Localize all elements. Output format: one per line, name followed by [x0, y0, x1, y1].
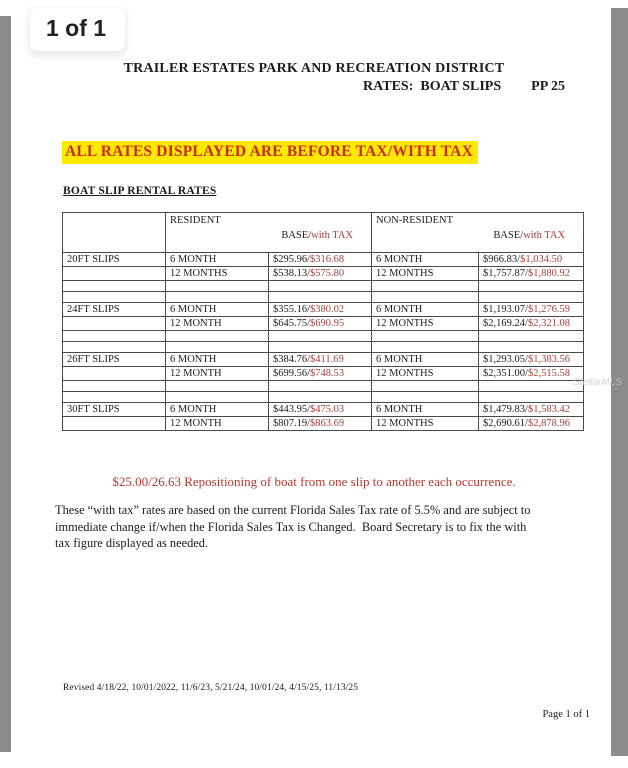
tax-notice-banner: ALL RATES DISPLAYED ARE BEFORE TAX/WITH TAX — [62, 141, 478, 164]
slip-label: 24FT SLIPS — [63, 303, 166, 317]
spacer-row — [63, 331, 584, 342]
spacer-row — [63, 281, 584, 292]
table-row: 12 MONTH $807.19/$863.69 12 MONTHS $2,690.61/$2,878.96 — [63, 417, 584, 431]
table-row: 12 MONTHS $538.13/$575.80 12 MONTHS $1,757.87/$1,880.92 — [63, 267, 584, 281]
header-empty-cell — [63, 213, 166, 253]
page-count-badge: 1 of 1 — [30, 8, 125, 51]
resident-base-withtax-label: BASE/with TAX — [281, 230, 354, 241]
paragraph-line: immediate change if/when the Florida Sales Tax is Changed. Board Secretary is to fix the with — [55, 519, 527, 534]
table-header-row — [63, 213, 584, 253]
table-row: 26FT SLIPS 6 MONTH $384.76/$411.69 6 MONTH $1,293.05/$1,383.56 — [63, 353, 584, 367]
rates-label: RATES: BOAT SLIPS — [363, 79, 502, 94]
pp-number: PP 25 — [531, 79, 565, 94]
slip-label: 20FT SLIPS — [63, 253, 166, 267]
resident-header-cell — [166, 213, 372, 253]
tax-disclaimer-paragraph — [55, 502, 587, 552]
slip-label: 26FT SLIPS — [63, 353, 166, 367]
table-row: 24FT SLIPS 6 MONTH $355.16/$380.02 6 MONTH $1,193.07/$1,276.59 — [63, 303, 584, 317]
nonresident-base-withtax-label: BASE/with TAX — [493, 230, 566, 241]
section-heading: BOAT SLIP RENTAL RATES — [63, 185, 217, 197]
spacer-row — [63, 342, 584, 353]
spacer-row — [63, 292, 584, 303]
document-subtitle — [63, 79, 565, 95]
spacer-row — [63, 381, 584, 392]
scan-edge-left — [0, 16, 11, 752]
nonresident-header-cell — [372, 213, 584, 253]
nonresident-label: NON-RESIDENT — [376, 215, 454, 226]
slip-label: 30FT SLIPS — [63, 403, 166, 417]
stellar-mls-watermark: StellarMLS — [573, 377, 622, 388]
table-row: 20FT SLIPS 6 MONTH $295.96/$316.68 6 MONTH $966.83/$1,034.50 — [63, 253, 584, 267]
resident-label: RESIDENT — [170, 215, 221, 226]
table-row: 30FT SLIPS 6 MONTH $443.95/$475.03 6 MONTH $1,479.83/$1,583.42 — [63, 403, 584, 417]
table-row: 12 MONTH $645.75/$690.95 12 MONTHS $2,169.24/$2,321.08 — [63, 317, 584, 331]
revision-history: Revised 4/18/22, 10/01/2022, 11/6/23, 5/21/24, 10/01/24, 4/15/25, 11/13/25 — [63, 683, 359, 693]
paragraph-line: These “with tax” rates are based on the current Florida Sales Tax rate of 5.5% and are subject to — [55, 503, 531, 517]
spacer-row — [63, 392, 584, 403]
table-row: 12 MONTH $699.56/$748.53 12 MONTHS $2,351.00/$2,515.58 — [63, 367, 584, 381]
page-number-footer: Page 1 of 1 — [542, 709, 590, 720]
paragraph-line: tax figure displayed as needed. — [55, 536, 209, 551]
repositioning-fee-note: $25.00/26.63 Repositioning of boat from one slip to another each occurrence. — [112, 474, 516, 489]
boat-slip-rates-table — [62, 212, 584, 431]
document-title: TRAILER ESTATES PARK AND RECREATION DISTRICT — [123, 61, 505, 76]
